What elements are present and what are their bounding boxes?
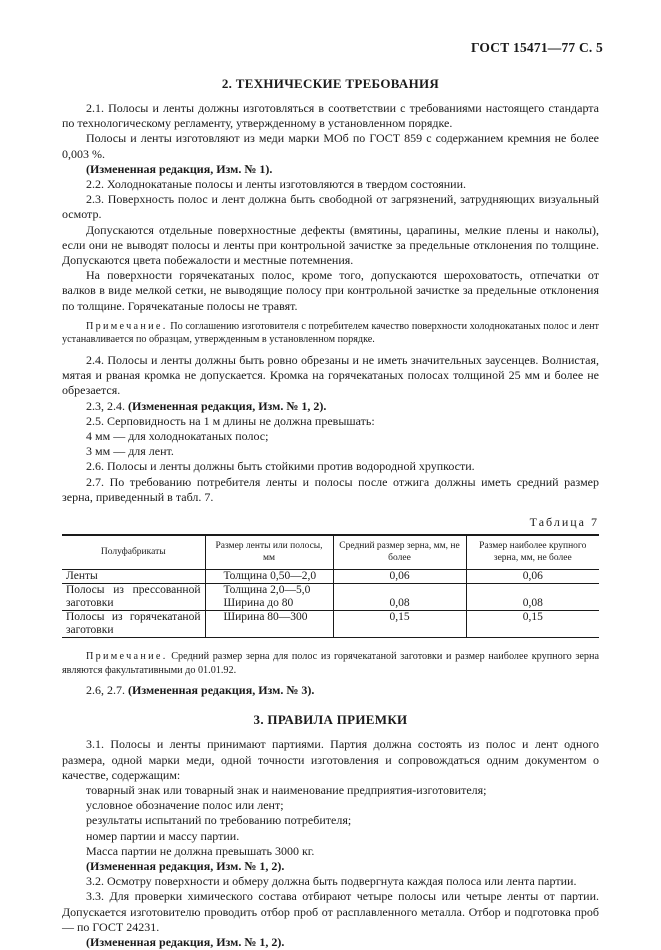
- note-label: Примечание.: [86, 651, 168, 663]
- para-2-4: 2.4. Полосы и ленты должны быть ровно обрезаны и не иметь значительных заусенцев. Волнистая, мятая и рваная кромка не допускается. Кромка на горячекатаных полосах толщиной 25 мм и более не обрезается.: [62, 353, 599, 398]
- para-3-1: 3.1. Полосы и ленты принимают партиями. Партия должна состоять из полос и лент одного размера, одной марки меди, одной точности изготовления и сопровождаться одним документом о качестве, содержащим:: [62, 737, 599, 782]
- note-label: Примечание.: [86, 320, 168, 332]
- para-3-2: 3.2. Осмотру поверхности и обмеру должна быть подвергнута каждая полоса или лента партии.: [86, 874, 577, 889]
- para-2-1: 2.1. Полосы и ленты должны изготовляться в соответствии с требованиями настоящего стандарта по технологическому регламенту, утвержденному в установленном порядке.: [62, 101, 599, 131]
- para-2-3: 2.3. Поверхность полос и лент должна быть свободной от загрязнений, затрудняющих визуальный осмотр.: [62, 192, 599, 222]
- table-cell: 0,06: [466, 570, 599, 584]
- page-content: [62, 76, 599, 950]
- table-cell: 0,15: [466, 611, 599, 638]
- list-item: номер партии и массу партии.: [86, 828, 240, 843]
- amendment-note: (Измененная редакция, Изм. № 1, 2).: [86, 859, 285, 874]
- para-copper-grade: Полосы и ленты изготовляют из меди марки МОб по ГОСТ 859 с содержанием кремния не более 0,003 %.: [62, 131, 599, 161]
- para-2-2: 2.2. Холоднокатаные полосы и ленты изготовляются в твердом состоянии.: [86, 177, 467, 192]
- table-caption: Таблица 7: [529, 515, 599, 530]
- page-header: ГОСТ 15471—77 С. 5: [470, 40, 603, 55]
- amendment-note: (Измененная редакция, Изм. № 1).: [86, 161, 273, 176]
- grain-size-table: [62, 534, 599, 638]
- table-header-row: [62, 535, 599, 570]
- para-3-3: 3.3. Для проверки химического состава отбирают четыре полосы или четыре ленты от партии. Допускается изготовителю проводить отбор проб от расплавленного металла. Отбор и подготовка проб — по ГОСТ 24231.: [62, 889, 599, 934]
- table-cell: 0,08: [466, 584, 599, 611]
- table-row: [62, 611, 599, 638]
- table-header-cell: Размер наиболее крупного зерна, мм, не более: [466, 535, 599, 570]
- list-item: результаты испытаний по требованию потребителя;: [86, 813, 352, 828]
- note-grain-size: [62, 650, 599, 677]
- list-item: условное обозначение полос или лент;: [86, 798, 284, 813]
- para-2-7: 2.7. По требованию потребителя ленты и полосы после отжига должны иметь средний размер зерна, приведенный в табл. 7.: [62, 474, 599, 504]
- amendment-note: (Измененная редакция, Изм. № 1, 2).: [86, 935, 285, 950]
- table-cell: 0,15: [333, 611, 466, 638]
- amendment-text: (Измененная редакция, Изм. № 3).: [128, 683, 315, 698]
- table-cell: Полосы из горячекатаной заготовки: [62, 611, 205, 638]
- note-text: Средний размер зерна для полос из горячекатаной заготовки и размер наиболее крупного зерна являются факультативными до 01.01.92.: [62, 651, 599, 676]
- amendment-note: [62, 683, 599, 698]
- section-2-title: 2. ТЕХНИЧЕСКИЕ ТРЕБОВАНИЯ: [221, 76, 440, 91]
- cell-line: Толщина 2,0—5,0: [223, 584, 311, 597]
- table-cell: Ширина 80—300: [205, 611, 333, 638]
- table-header-cell: Размер ленты или полосы, мм: [205, 535, 333, 570]
- table-cell: Ленты: [62, 570, 205, 584]
- table-cell: [205, 584, 333, 611]
- note-surface-quality: [62, 320, 599, 347]
- table-cell: Толщина 0,50—2,0: [205, 570, 333, 584]
- table-header-cell: Средний размер зерна, мм, не более: [333, 535, 466, 570]
- table-header-cell: Полуфабрикаты: [62, 535, 205, 570]
- amendment-prefix: 2.3, 2.4.: [86, 398, 125, 413]
- table-row: [62, 570, 599, 584]
- para-2-5: 2.5. Серповидность на 1 м длины не должна превышать:: [86, 413, 375, 428]
- table-row: [62, 584, 599, 611]
- table-cell: 0,06: [333, 570, 466, 584]
- amendment-note: [62, 399, 599, 414]
- para-hot-rolled: На поверхности горячекатаных полос, кроме того, допускаются шероховатость, отпечатки от валков в виде мелкой сетки, не выводящие полосу при контрольной зачистке за предельные отклонения по толщине. Горячекатаные полосы не травят.: [62, 268, 599, 313]
- amendment-text: (Измененная редакция, Изм. № 1, 2).: [128, 398, 327, 413]
- section-3-title: 3. ПРАВИЛА ПРИЕМКИ: [253, 712, 408, 728]
- para-defects: Допускаются отдельные поверхностные дефекты (вмятины, царапины, мелкие плены и наколы), если они не выводят полосы и ленты при контрольной зачистке за предельные отклонения по толщине. Допускаются цвета побежалости и местные потемнения.: [62, 222, 599, 268]
- cell-line: Ширина до 80: [223, 597, 294, 610]
- list-item: 3 мм — для лент.: [86, 444, 174, 459]
- amendment-prefix: 2.6, 2.7.: [86, 683, 125, 698]
- table-cell: Полосы из прессованной заготовки: [62, 584, 205, 611]
- list-item: товарный знак или товарный знак и наименование предприятия-изготовителя;: [86, 783, 487, 798]
- list-item: 4 мм — для холоднокатаных полос;: [86, 429, 269, 444]
- note-text: По соглашению изготовителя с потребителем качество поверхности холоднокатаных полос и лент устанавливается по образцам, утвержденным в установленном порядке.: [62, 320, 599, 346]
- para-lot-mass: Масса партии не должна превышать 3000 кг.: [86, 843, 315, 858]
- table-cell: 0,08: [333, 584, 466, 611]
- para-2-6: 2.6. Полосы и ленты должны быть стойкими против водородной хрупкости.: [86, 459, 475, 474]
